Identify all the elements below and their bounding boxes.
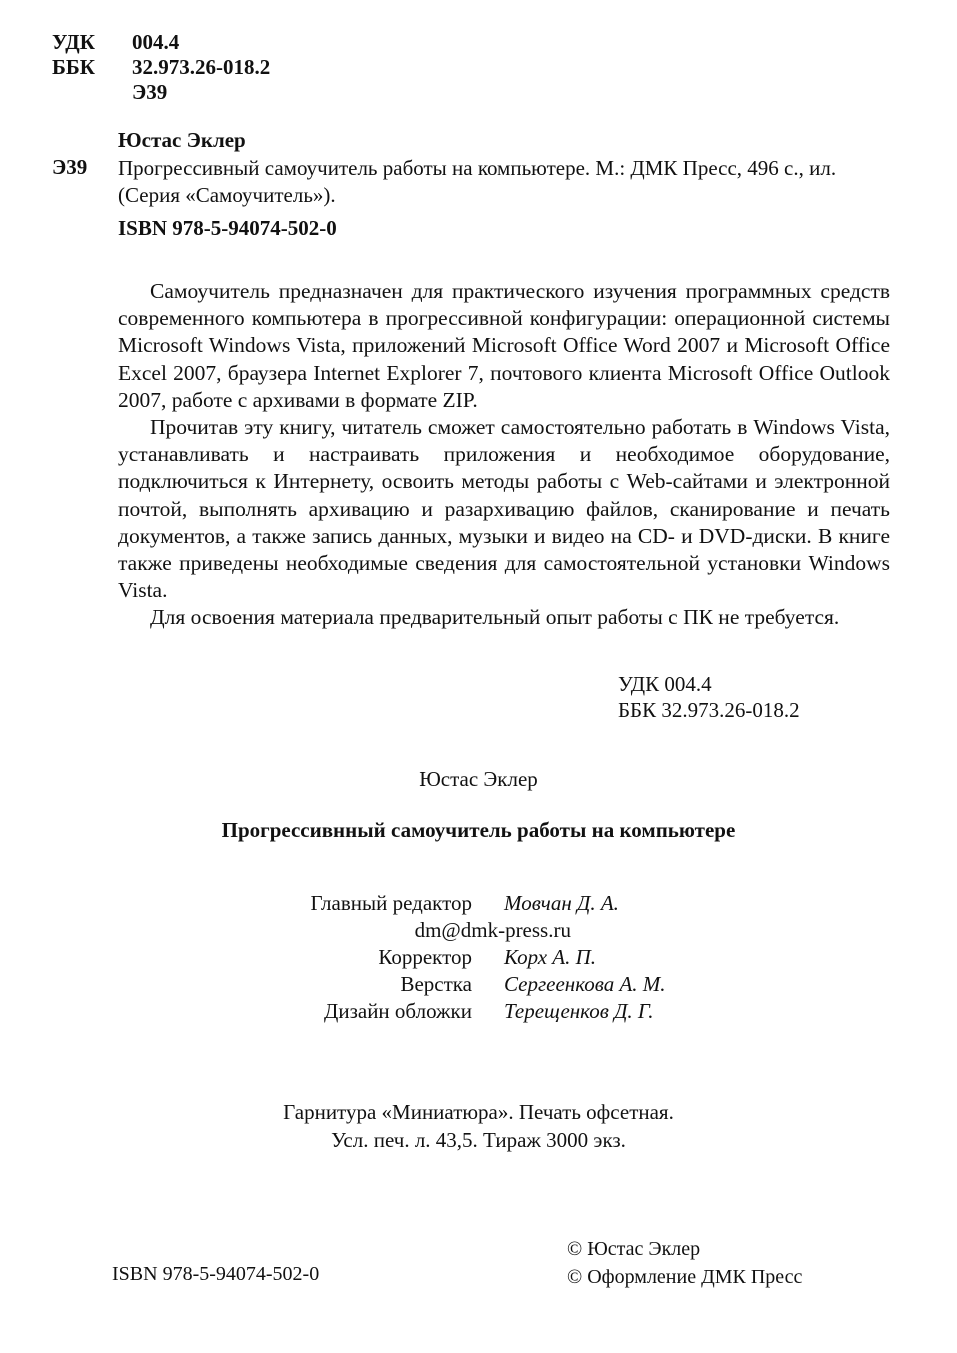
author-sign: Э39 [132, 80, 168, 104]
copyright-block [567, 1235, 802, 1291]
proof-name: Корх А. П. [504, 945, 597, 969]
typesetting-line-2: Усл. печ. л. 43,5. Тираж 3000 экз. [331, 1128, 626, 1152]
abstract [118, 278, 890, 632]
entry-description: Прогрессивный самоучитель работы на компьютере. М.: ДМК Пресс, 496 с., ил. (Серия «Самоучитель»). [118, 156, 837, 207]
credit-proofreader [240, 944, 666, 971]
credit-cover [240, 998, 666, 1025]
abstract-paragraph-3: Для освоения материала предварительный опыт работы с ПК не требуется. [150, 605, 840, 630]
codes-block [618, 671, 800, 723]
editor-name: Мовчан Д. А. [504, 891, 619, 915]
copyright-author: © Юстас Эклер [567, 1238, 701, 1260]
imprint-title: Прогрессивнный самоучитель работы на компьютере [221, 818, 736, 842]
credits [240, 890, 666, 1025]
entry-sign: Э39 [52, 155, 88, 179]
cover-role: Дизайн обложки [324, 999, 472, 1023]
typesetting-line-1: Гарнитура «Миниатюра». Печать офсетная. [283, 1100, 674, 1124]
editor-role: Главный редактор [310, 891, 472, 915]
entry-author: Юстас Эклер [118, 128, 246, 152]
layout-name: Сергеенкова А. М. [504, 972, 666, 996]
bbk-code: ББК 32.973.26-018.2 [618, 698, 800, 722]
cover-name: Терещенков Д. Г. [504, 999, 654, 1023]
credit-layout [240, 971, 666, 998]
credit-editor [240, 890, 666, 917]
udk-value: 004.4 [132, 30, 180, 54]
credit-email [240, 917, 666, 944]
udk-label: УДК [52, 30, 95, 54]
abstract-paragraph-1: Самоучитель предназначен для практического изучения программных средств современного компьютера в прогрессивной конфигурации: операционной системы Microsoft Windows Vista, приложений Microsoft Office Word 2007 и Microsoft Office Excel 2007, браузера Internet Explorer 7, почтового клиента Microsoft Office Outlook 2007, работе с архивами в формате ZIP. [118, 279, 890, 412]
editor-email: dm@dmk-press.ru [414, 918, 571, 942]
layout-role: Верстка [400, 972, 472, 996]
abstract-paragraph-2: Прочитав эту книгу, читатель сможет самостоятельно работать в Windows Vista, устанавливать и настраивать приложения и необходимое оборудование, подключиться к Интернету, освоить методы работы с Web-сайтами и электронной почтой, выполнять архивацию и разархивацию файлов, сканирование и печать документов, а также запись данных, музыки и видео на CD- и DVD-диски. В книге также приведены необходимые сведения для самостоятельной установки Windows Vista. [118, 415, 890, 603]
proof-role: Корректор [378, 945, 472, 969]
typesetting-info [0, 1098, 957, 1154]
footer-isbn: ISBN 978-5-94074-502-0 [112, 1263, 320, 1285]
copyright-design: © Оформление ДМК Пресс [567, 1266, 803, 1288]
bbk-label: ББК [52, 55, 95, 79]
udk-code: УДК 004.4 [618, 672, 712, 696]
bbk-value: 32.973.26-018.2 [132, 55, 271, 79]
entry-isbn: ISBN 978-5-94074-502-0 [118, 216, 337, 240]
classification-codes [52, 30, 270, 105]
imprint-author: Юстас Эклер [419, 767, 538, 791]
